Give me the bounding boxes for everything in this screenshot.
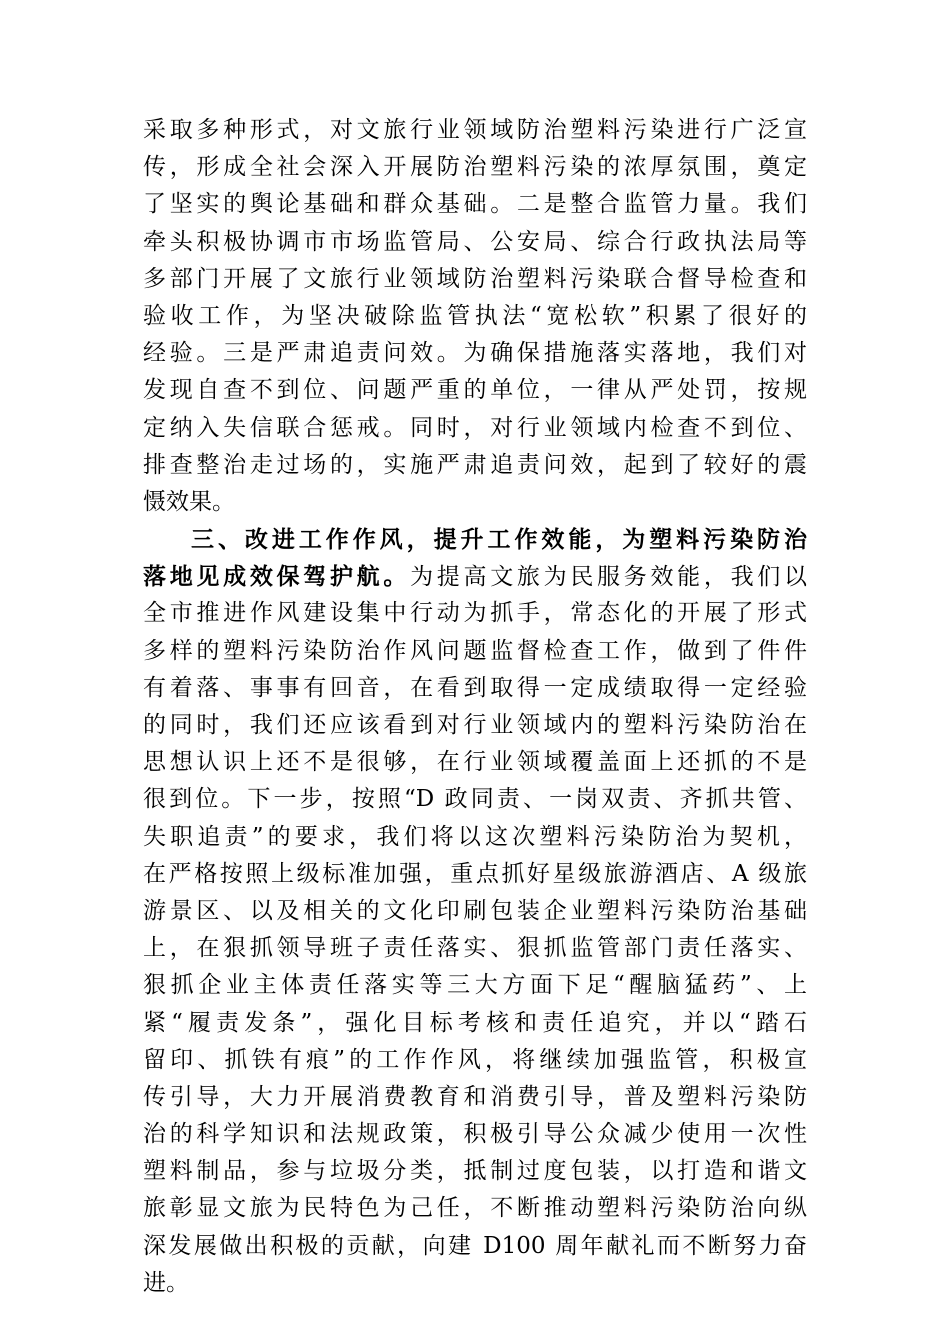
text-line: 游景区、以及相关的文化印刷包装企业塑料污染防治基础 [143, 897, 807, 924]
text-line: 思想认识上还不是很够，在行业领域覆盖面上还抓的不是 [143, 749, 807, 776]
text-line: 多部门开展了文旅行业领域防治塑料污染联合督导检查和 [143, 265, 807, 292]
text-line: 传，形成全社会深入开展防治塑料污染的浓厚氛围，奠定 [143, 154, 807, 181]
text-line: 紧“履责发条”，强化目标考核和责任追究，并以“踏石 [143, 1009, 807, 1036]
text-line: 发现自查不到位、问题严重的单位，一律从严处罚，按规 [143, 377, 807, 404]
text-line: 传引导，大力开展消费教育和消费引导，普及塑料污染防 [143, 1083, 807, 1110]
document-body [143, 112, 807, 1302]
text-line: 上，在狠抓领导班子责任落实、狠抓监管部门责任落实、 [143, 935, 807, 962]
text-line: 经验。三是严肃追责问效。为确保措施落实落地，我们对 [143, 340, 807, 367]
text-line: 定纳入失信联合惩戒。同时，对行业领域内检查不到位、 [143, 414, 807, 441]
paragraph-section-three [143, 521, 807, 1302]
text-line: 很到位。下一步，按照“D 政同责、一岗双责、齐抓共管、 [143, 786, 807, 813]
text-line: 采取多种形式，对文旅行业领域防治塑料污染进行广泛宣 [143, 117, 807, 143]
text-line: 进。 [143, 1269, 189, 1296]
text-line: 深发展做出积极的贡献，向建 D100 周年献礼而不断努力奋 [143, 1232, 807, 1259]
text-run: 为提高文旅为民服务效能，我们以 [410, 564, 808, 591]
text-line: 在严格按照上级标准加强，重点抓好星级旅游酒店、A 级旅 [143, 860, 807, 887]
text-line: 验收工作，为坚决破除监管执法“宽松软”积累了很好的 [143, 302, 807, 329]
paragraph-continuation [143, 112, 807, 521]
section-heading-continued: 落地见成效保驾护航。 [143, 563, 411, 591]
text-line: 塑料制品，参与垃圾分类，抵制过度包装，以打造和谐文 [143, 1158, 807, 1185]
text-line: 的同时，我们还应该看到对行业领域内的塑料污染防治在 [143, 712, 807, 738]
text-line [143, 558, 807, 595]
section-heading: 三、改进工作作风，提升工作效能，为塑料污染防治 [191, 526, 807, 554]
text-line: 慑效果。 [143, 488, 235, 515]
text-line: 旅彰显文旅为民特色为己任，不断推动塑料污染防治向纵 [143, 1195, 807, 1222]
text-line: 多样的塑料污染防治作风问题监督检查工作，做到了件件 [143, 637, 807, 664]
text-line: 留印、抓铁有痕”的工作作风，将继续加强监管，积极宣 [143, 1046, 807, 1073]
text-line: 狠抓企业主体责任落实等三大方面下足“醒脑猛药”、上 [143, 972, 807, 999]
text-line: 治的科学知识和法规政策，积极引导公众减少使用一次性 [143, 1121, 807, 1148]
text-line: 全市推进作风建设集中行动为抓手，常态化的开展了形式 [143, 600, 807, 627]
text-line: 了坚实的舆论基础和群众基础。二是整合监管力量。我们 [143, 191, 807, 218]
text-line: 失职追责”的要求，我们将以这次塑料污染防治为契机， [143, 823, 807, 850]
text-line: 牵头积极协调市市场监管局、公安局、综合行政执法局等 [143, 228, 807, 255]
text-line: 排查整治走过场的，实施严肃追责问效，起到了较好的震 [143, 451, 807, 478]
text-line: 有着落、事事有回音，在看到取得一定成绩取得一定经验 [143, 674, 807, 701]
